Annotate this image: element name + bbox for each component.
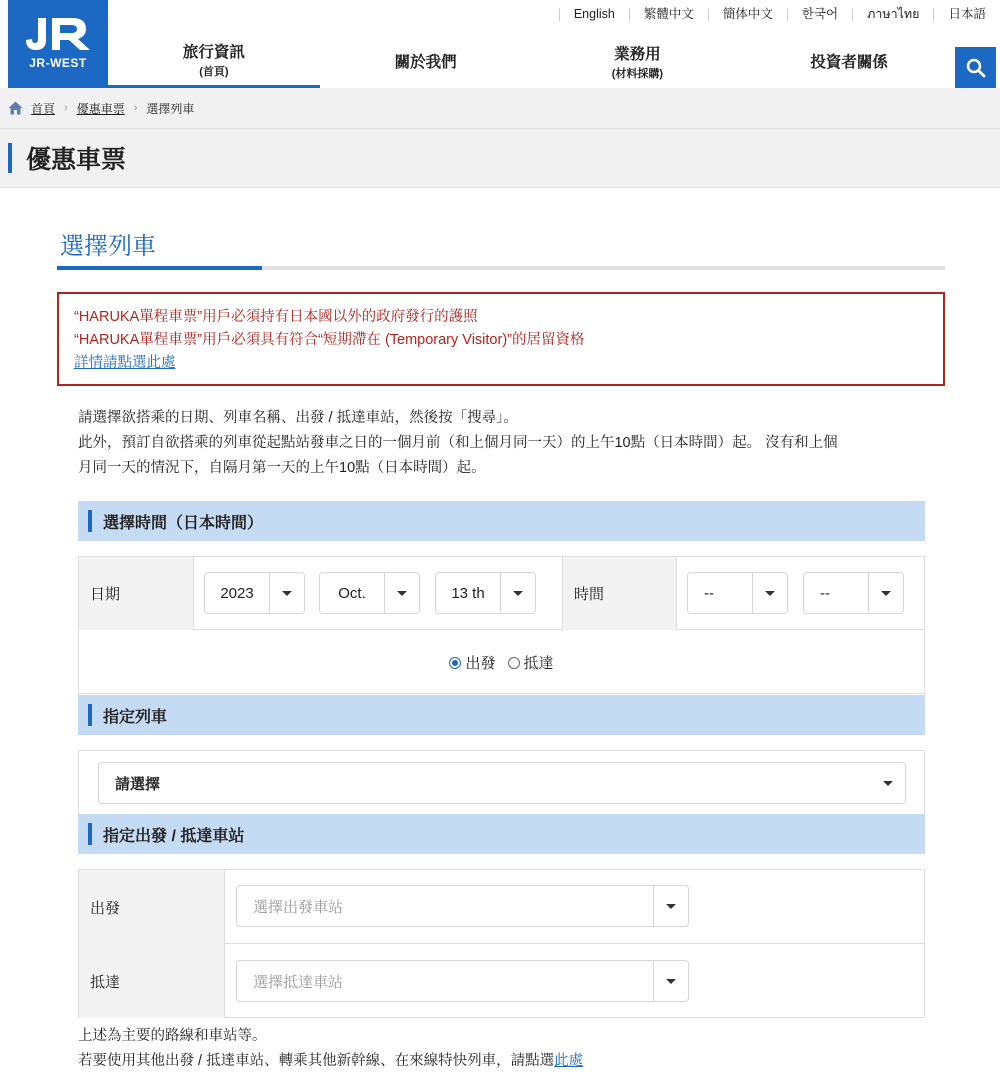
notice-line-1: “HARUKA單程車票”用戶必須持有日本國以外的政府發行的護照 (74, 309, 478, 325)
depart-station-select[interactable] (236, 885, 689, 927)
arrive-station-row (79, 944, 924, 1018)
station-section-title: 指定出發 / 抵達車站 (103, 827, 245, 845)
arrive-station-placeholder: 選擇抵達車站 (253, 973, 344, 991)
year-value: 2023 (220, 584, 254, 602)
breadcrumb-home[interactable]: 首頁 (31, 101, 56, 116)
depart-station-placeholder: 選擇出發車站 (253, 898, 344, 916)
hour-select[interactable] (687, 572, 788, 614)
jr-west-logo[interactable] (8, 0, 108, 88)
intro-line-2: 此外，預訂自欲搭乘的列車從起點站發車之日的一個月前（和上個月同一天）的上午10點（日本時間）起。 沒有和上個 (78, 435, 838, 451)
chevron-down-icon (870, 763, 905, 803)
nav-sublabel: (材料採購) (611, 67, 664, 80)
chevron-right-icon: › (133, 102, 138, 114)
footer-other-stations-link[interactable]: 此處 (554, 1053, 584, 1069)
footer-line-1: 上述為主要的路線和車站等。 (78, 1028, 267, 1044)
train-select-container (78, 750, 925, 814)
section-title: 選擇列車 (60, 233, 156, 260)
nav-sublabel: (首頁) (199, 66, 229, 78)
depart-station-row (79, 870, 924, 944)
date-row (79, 557, 924, 630)
time-section-heading (78, 501, 925, 541)
chevron-down-icon (752, 573, 787, 613)
chevron-down-icon (653, 886, 688, 926)
nav-label: 關於我們 (394, 54, 457, 71)
station-table (78, 869, 925, 1018)
intro-text (78, 406, 938, 481)
footer-line-2: 若要使用其他出發 / 抵達車站、轉乘其他新幹線、在來線特快列車，請點選 (78, 1053, 555, 1069)
depart-arrive-radio-group (79, 631, 924, 694)
page-title-bar (0, 128, 1000, 188)
page-title: 優惠車票 (26, 146, 127, 174)
footer-note (78, 1024, 583, 1074)
breadcrumb-discount-tickets[interactable]: 優惠車票 (76, 101, 125, 116)
lang-japanese[interactable]: 日本語 (933, 8, 1000, 21)
search-button[interactable] (955, 47, 996, 88)
radio-depart-circle (449, 657, 461, 669)
arrive-station-label: 抵達 (79, 944, 225, 1018)
radio-depart[interactable] (449, 652, 495, 673)
time-label: 時間 (562, 557, 677, 630)
home-icon (8, 101, 23, 115)
chevron-down-icon (500, 573, 535, 613)
breadcrumb (0, 88, 1000, 128)
nav-label: 旅行資訊 (182, 44, 245, 61)
nav-travel-info[interactable] (108, 34, 320, 88)
lang-korean[interactable]: 한국어 (787, 8, 852, 21)
train-section-heading (78, 695, 925, 735)
train-select-value: 請選擇 (115, 775, 161, 793)
intro-line-1: 請選擇欲搭乘的日期、列車名稱、出發 / 抵達車站，然後按「搜尋」。 (78, 410, 518, 426)
language-bar (559, 0, 1000, 28)
radio-depart-label: 出發 (465, 655, 496, 672)
arrive-station-select[interactable] (236, 960, 689, 1002)
hour-value: -- (704, 584, 714, 602)
radio-arrive-circle (508, 657, 520, 669)
nav-label: 業務用 (614, 45, 661, 63)
intro-line-3: 月同一天的情況下，自隔月第一天的上午10點（日本時間）起。 (78, 460, 486, 476)
nav-about-us[interactable] (320, 34, 532, 88)
train-section-title: 指定列車 (103, 708, 168, 726)
lang-english[interactable]: English (559, 8, 629, 21)
passport-notice (57, 292, 945, 386)
date-time-table (78, 556, 925, 694)
title-accent (8, 143, 12, 173)
train-select[interactable] (98, 762, 906, 804)
main-nav (108, 34, 955, 88)
day-select[interactable] (435, 572, 536, 614)
jr-logo-icon (22, 14, 94, 54)
date-label: 日期 (79, 557, 194, 630)
chevron-down-icon (868, 573, 903, 613)
minute-select[interactable] (803, 572, 904, 614)
chevron-down-icon (269, 573, 304, 613)
radio-arrive-label: 抵達 (523, 655, 554, 672)
day-value: 13 th (451, 584, 485, 602)
breadcrumb-current: 選擇列車 (146, 101, 195, 116)
minute-value: -- (820, 584, 830, 602)
section-underline (57, 266, 945, 270)
search-icon (966, 58, 986, 78)
chevron-down-icon (384, 573, 419, 613)
year-select[interactable] (204, 572, 305, 614)
nav-business[interactable] (532, 34, 744, 88)
logo-text: JR-WEST (29, 56, 87, 70)
lang-thai[interactable]: ภาษาไทย (852, 8, 933, 21)
depart-station-label: 出發 (79, 870, 225, 944)
nav-investor-relations[interactable] (743, 34, 955, 88)
station-section-heading (78, 814, 925, 854)
chevron-down-icon (653, 961, 688, 1001)
month-select[interactable] (319, 572, 420, 614)
chevron-right-icon: › (64, 102, 68, 114)
notice-line-2: “HARUKA單程車票”用戶必須具有符合“短期滯在 (Temporary Visitor)”的居留資格 (74, 332, 585, 348)
lang-traditional-chinese[interactable]: 繁體中文 (629, 8, 708, 21)
notice-details-link[interactable]: 詳情請點選此處 (74, 355, 176, 371)
radio-arrive[interactable] (508, 652, 554, 673)
month-value: Oct. (338, 584, 366, 602)
nav-label: 投資者關係 (810, 54, 888, 71)
time-section-title: 選擇時間（日本時間） (103, 514, 264, 532)
lang-simplified-chinese[interactable]: 簡体中文 (708, 8, 787, 21)
